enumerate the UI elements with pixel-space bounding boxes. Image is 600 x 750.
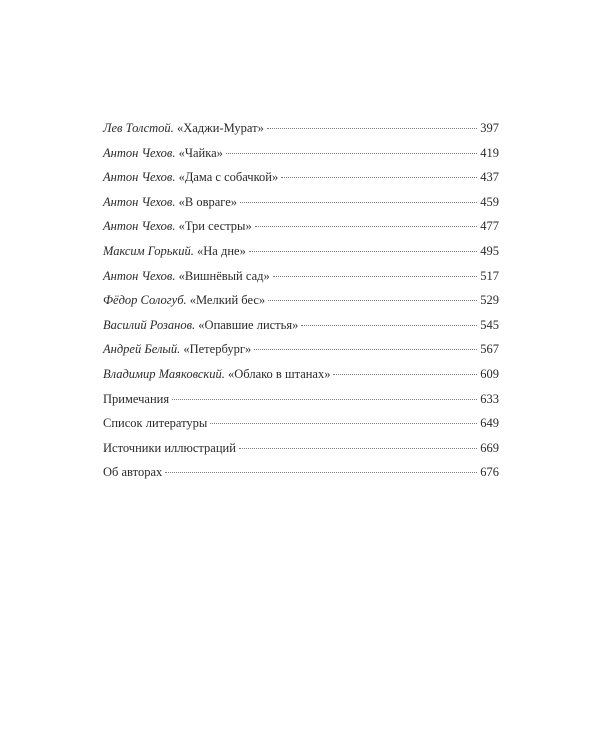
dot-leader — [240, 202, 477, 203]
toc-entry — [103, 465, 499, 490]
table-of-contents — [103, 121, 499, 490]
dot-leader — [281, 177, 477, 178]
toc-entry-page: 567 — [480, 342, 499, 357]
toc-entry-work: «Опавшие листья» — [198, 317, 299, 332]
toc-entry-author: Антон Чехов. — [103, 170, 176, 185]
dot-leader — [172, 399, 477, 400]
toc-entry-work: «Облако в штанах» — [228, 366, 331, 381]
toc-entry-title — [103, 269, 270, 284]
toc-entry — [103, 367, 499, 392]
dot-leader — [210, 423, 477, 424]
toc-entry — [103, 195, 499, 220]
dot-leader — [273, 276, 478, 277]
toc-entry-title: Список литературы — [103, 416, 208, 431]
toc-entry-author: Максим Горький. — [103, 243, 194, 258]
toc-entry — [103, 146, 499, 171]
toc-entry-work: «Три сестры» — [178, 219, 252, 234]
toc-entry-page: 419 — [480, 145, 499, 160]
toc-entry-page: 545 — [480, 317, 499, 332]
dot-leader — [268, 300, 477, 301]
toc-entry-title — [103, 318, 298, 333]
toc-entry-page: 529 — [480, 293, 499, 308]
toc-entry-title — [103, 219, 252, 234]
toc-entry-title — [103, 244, 246, 259]
toc-entry-work: «Чайка» — [178, 145, 223, 160]
toc-entry-author: Антон Чехов. — [103, 268, 176, 283]
toc-entry-author: Фёдор Сологуб. — [103, 293, 187, 308]
toc-entry-author: Василий Розанов. — [103, 317, 196, 332]
toc-entry-page: 495 — [480, 243, 499, 258]
dot-leader — [255, 226, 478, 227]
toc-entry-work: «Петербург» — [183, 342, 252, 357]
toc-entry — [103, 441, 499, 466]
toc-entry-work: «Вишнёвый сад» — [178, 268, 270, 283]
toc-entry-title — [103, 195, 237, 210]
toc-entry — [103, 170, 499, 195]
toc-entry-page: 477 — [480, 219, 499, 234]
toc-entry-author: Андрей Белый. — [103, 342, 181, 357]
dot-leader — [165, 472, 477, 473]
toc-entry — [103, 219, 499, 244]
toc-entry — [103, 293, 499, 318]
dot-leader — [267, 128, 477, 129]
toc-entry-page: 649 — [480, 416, 499, 431]
toc-entry — [103, 121, 499, 146]
toc-entry-author: Антон Чехов. — [103, 219, 176, 234]
toc-entry-author: Антон Чехов. — [103, 145, 176, 160]
toc-entry-title — [103, 342, 251, 357]
toc-entry-work: «На дне» — [197, 243, 246, 258]
toc-entry-page: 676 — [480, 465, 499, 480]
toc-entry-author: Владимир Маяковский. — [103, 366, 225, 381]
toc-entry-title: Об авторах — [103, 465, 163, 480]
toc-entry-page: 633 — [480, 391, 499, 406]
dot-leader — [239, 448, 477, 449]
toc-entry-title: Источники иллюстраций — [103, 440, 236, 455]
toc-entry — [103, 318, 499, 343]
toc-entry-title — [103, 146, 223, 161]
toc-entry-title: Примечания — [103, 391, 170, 406]
dot-leader — [301, 325, 477, 326]
toc-entry — [103, 416, 499, 441]
toc-entry-title — [103, 293, 265, 308]
toc-entry-page: 459 — [480, 194, 499, 209]
toc-entry — [103, 244, 499, 269]
dot-leader — [254, 349, 477, 350]
toc-entry-work: «Хаджи-Мурат» — [176, 121, 264, 135]
toc-entry-title — [103, 121, 264, 136]
toc-entry-page: 669 — [480, 440, 499, 455]
toc-entry-title — [103, 170, 278, 185]
toc-entry-page: 517 — [480, 268, 499, 283]
toc-entry-page: 397 — [480, 121, 499, 135]
toc-entry-page: 437 — [480, 170, 499, 185]
toc-entry-work: «В овраге» — [178, 194, 238, 209]
toc-entry-work: «Дама с собачкой» — [178, 170, 279, 185]
toc-entry-title — [103, 367, 330, 382]
dot-leader — [333, 374, 477, 375]
toc-entry-page: 609 — [480, 366, 499, 381]
toc-entry-work: «Мелкий бес» — [189, 293, 266, 308]
toc-entry — [103, 392, 499, 417]
toc-entry-author: Антон Чехов. — [103, 194, 176, 209]
dot-leader — [249, 251, 477, 252]
toc-entry — [103, 269, 499, 294]
toc-entry-author: Лев Толстой. — [103, 121, 174, 135]
dot-leader — [226, 153, 477, 154]
toc-entry — [103, 342, 499, 367]
